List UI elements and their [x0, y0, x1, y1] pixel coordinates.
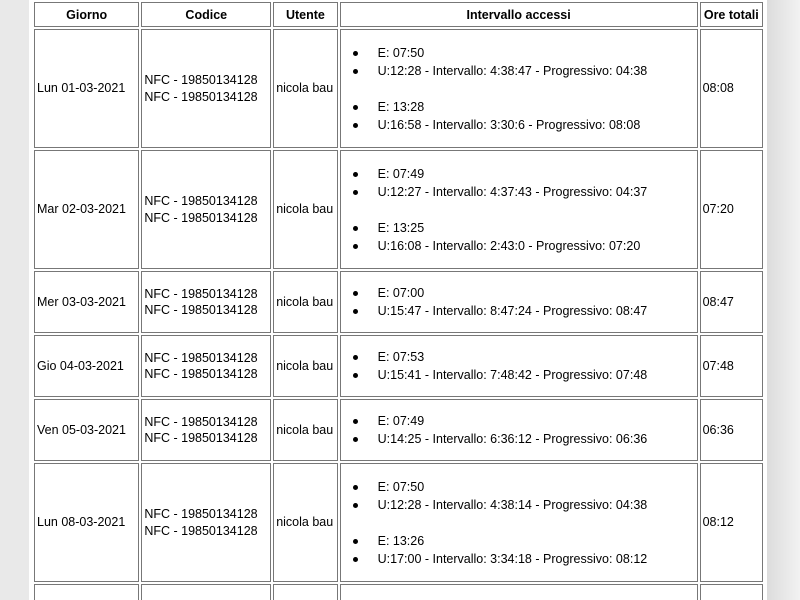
- total-cell: 07:48: [700, 335, 763, 397]
- code-cell: [141, 335, 271, 397]
- exit-item: U:14:25 - Intervallo: 6:36:12 - Progressivo: 06:36: [351, 430, 695, 448]
- exit-item: U:12:28 - Intervallo: 4:38:14 - Progressivo: 04:38: [351, 496, 695, 514]
- attendance-table: [32, 0, 765, 600]
- table-row: [34, 29, 763, 148]
- code-cell: [141, 584, 271, 600]
- interval-cell: [340, 29, 698, 148]
- day-cell: Ven 05-03-2021: [34, 399, 139, 461]
- access-list: [343, 532, 695, 568]
- user-cell: nicola bau: [273, 150, 337, 269]
- user-cell: nicola bau: [273, 271, 337, 333]
- interval-cell: [340, 584, 698, 600]
- interval-cell: [340, 335, 698, 397]
- entry-item: E: 07:49: [351, 165, 695, 183]
- entry-item: E: 07:50: [351, 478, 695, 496]
- code-line: NFC - 19850134128: [144, 303, 258, 317]
- exit-item: U:16:58 - Intervallo: 3:30:6 - Progressivo: 08:08: [351, 116, 695, 134]
- header-interval: Intervallo accessi: [340, 2, 698, 27]
- code-line: NFC - 19850134128: [144, 286, 258, 301]
- access-list: [343, 165, 695, 201]
- user-cell: [273, 584, 337, 600]
- access-list: [343, 219, 695, 255]
- interval-cell: [340, 271, 698, 333]
- user-cell: nicola bau: [273, 399, 337, 461]
- access-list: [343, 412, 695, 448]
- entry-item: E: 13:26: [351, 532, 695, 550]
- code-cell: [141, 399, 271, 461]
- access-list: [343, 348, 695, 384]
- exit-item: U:16:08 - Intervallo: 2:43:0 - Progressivo: 07:20: [351, 237, 695, 255]
- header-total: Ore totali: [700, 2, 763, 27]
- table-row: [34, 399, 763, 461]
- entry-item: E: 07:00: [351, 284, 695, 302]
- table-row: [34, 584, 763, 600]
- day-cell: Mar 02-03-2021: [34, 150, 139, 269]
- user-cell: nicola bau: [273, 29, 337, 148]
- table-row: [34, 271, 763, 333]
- table-row: [34, 150, 763, 269]
- total-cell: 08:47: [700, 271, 763, 333]
- entry-item: E: 13:28: [351, 98, 695, 116]
- interval-cell: [340, 150, 698, 269]
- exit-item: U:12:27 - Intervallo: 4:37:43 - Progressivo: 04:37: [351, 183, 695, 201]
- document-page: [29, 0, 767, 600]
- day-cell: Mer 03-03-2021: [34, 271, 139, 333]
- code-line: NFC - 19850134128: [144, 523, 258, 538]
- access-list: [343, 478, 695, 514]
- exit-item: U:12:28 - Intervallo: 4:38:47 - Progressivo: 04:38: [351, 62, 695, 80]
- code-line: NFC - 19850134128: [144, 414, 258, 429]
- header-user: Utente: [273, 2, 337, 27]
- code-line: NFC - 19850134128: [144, 431, 258, 445]
- interval-cell: [340, 399, 698, 461]
- access-list: [343, 44, 695, 80]
- code-line: NFC - 19850134128: [144, 507, 258, 521]
- code-cell: [141, 271, 271, 333]
- entry-item: E: 07:50: [351, 44, 695, 62]
- day-cell: Gio 04-03-2021: [34, 335, 139, 397]
- code-cell: [141, 29, 271, 148]
- total-cell: 07:20: [700, 150, 763, 269]
- table-row: [34, 335, 763, 397]
- interval-cell: [340, 463, 698, 582]
- day-cell: [34, 584, 139, 600]
- exit-item: U:15:41 - Intervallo: 7:48:42 - Progressivo: 07:48: [351, 366, 695, 384]
- entry-item: E: 07:53: [351, 348, 695, 366]
- code-line: NFC - 19850134128: [144, 367, 258, 381]
- exit-item: U:17:00 - Intervallo: 3:34:18 - Progressivo: 08:12: [351, 550, 695, 568]
- code-line: NFC - 19850134128: [144, 350, 258, 365]
- user-cell: nicola bau: [273, 335, 337, 397]
- table-row: [34, 463, 763, 582]
- code-line: NFC - 19850134128: [144, 73, 258, 87]
- code-cell: [141, 150, 271, 269]
- total-cell: [700, 584, 763, 600]
- header-day: Giorno: [34, 2, 139, 27]
- access-list: [343, 284, 695, 320]
- user-cell: nicola bau: [273, 463, 337, 582]
- viewer-margin: [767, 0, 800, 600]
- day-cell: Lun 01-03-2021: [34, 29, 139, 148]
- total-cell: 08:08: [700, 29, 763, 148]
- code-line: NFC - 19850134128: [144, 89, 258, 104]
- total-cell: 06:36: [700, 399, 763, 461]
- code-line: NFC - 19850134128: [144, 194, 258, 208]
- day-cell: Lun 08-03-2021: [34, 463, 139, 582]
- header-code: Codice: [141, 2, 271, 27]
- table-header-row: [34, 2, 763, 27]
- exit-item: U:15:47 - Intervallo: 8:47:24 - Progressivo: 08:47: [351, 302, 695, 320]
- code-line: NFC - 19850134128: [144, 210, 258, 225]
- code-cell: [141, 463, 271, 582]
- entry-item: E: 13:25: [351, 219, 695, 237]
- entry-item: E: 07:49: [351, 412, 695, 430]
- access-list: [343, 98, 695, 134]
- total-cell: 08:12: [700, 463, 763, 582]
